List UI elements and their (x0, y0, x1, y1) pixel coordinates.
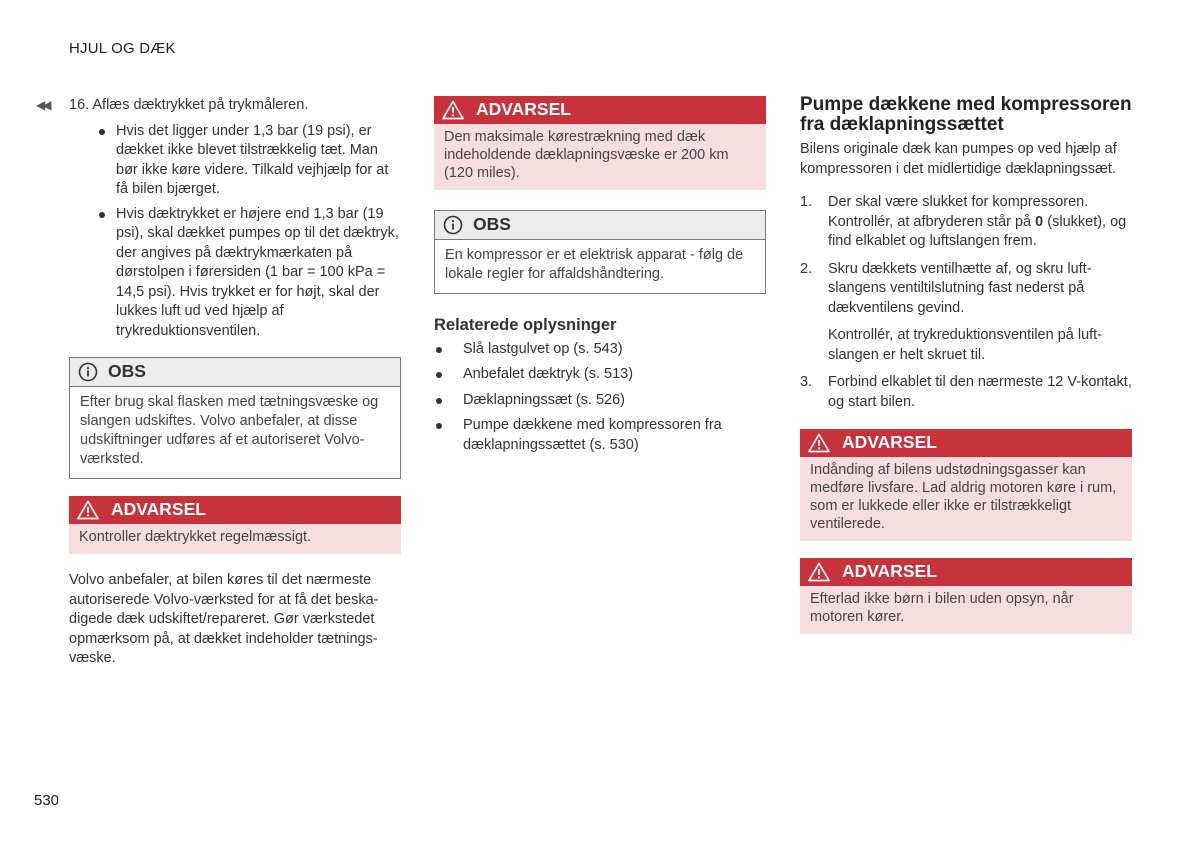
list-item: Hvis dæktrykket er højere end 1,3 bar (19 psi), skal dækket pumpes op til det dæktryk, der angives på dæktrykmærkaten på dørstolpen i førersiden (1 bar = 100 kPa = 14,5 psi). Hvis trykket er for højt, skal der lukkes luft ud ved hjælp af trykreduktionsventilen. (99, 205, 401, 342)
warning-header (800, 429, 1132, 457)
step-text: Skru dækkets ventilhætte af, og skru luftslangens ventiltilslutning fast nederst på dækventilens gevind. (828, 260, 1092, 316)
related-link[interactable]: Anbefalet dæktryk (s. 513) (434, 365, 766, 385)
list-item (800, 193, 1132, 252)
warning-title: ADVARSEL (476, 99, 571, 120)
obs-title: OBS (108, 361, 146, 382)
column-3 (800, 95, 1132, 634)
warning-box (434, 96, 766, 190)
obs-text: Efter brug skal flasken med tætningsvæske og slangen udskiftes. Volvo anbefaler, at disse udskiftninger udføres af et autoriseret Volvo-værksted. (80, 394, 379, 467)
section-header: HJUL OG DÆK (69, 40, 176, 57)
step-bold-value: 0 (1035, 213, 1044, 230)
info-circle-icon (78, 362, 98, 382)
obs-box (434, 210, 766, 294)
warning-box (800, 558, 1132, 634)
step-number: 1. (800, 194, 813, 210)
related-link[interactable]: Slå lastgulvet op (s. 543) (434, 340, 766, 360)
paragraph: Volvo anbefaler, at bilen køres til det nærmeste autoriserede Volvo-værksted for at få det beskadigede dæk udskiftet/repareret. Gør værkstedet opmærksom på, at dækket indeholder tætningsvæske. (69, 572, 379, 666)
warning-text: Indånding af bilens udstødningsgasser kan medføre livsfare. Lad aldrig motoren køre i rum, som er lukkede eller ikke er tilstrækkeligt ventilerede. (800, 457, 1132, 541)
page-number: 530 (34, 792, 60, 809)
obs-header (435, 211, 765, 240)
related-link[interactable]: Dæklapningssæt (s. 526) (434, 391, 766, 411)
obs-box (69, 357, 401, 479)
list-item (800, 373, 1132, 412)
step-text: Der skal være slukket for kompressoren. Kontrollér, at afbryderen står på (828, 194, 1089, 230)
related-title: Relaterede oplysninger (434, 316, 617, 334)
list-item (800, 260, 1132, 366)
related-links (434, 340, 766, 456)
warning-box (69, 496, 401, 554)
info-circle-icon (443, 215, 463, 235)
obs-header (70, 358, 400, 387)
step-number: 2. (800, 260, 813, 277)
section-title: Pumpe dækkene med kompressoren fra dæklapningssættet (800, 94, 1132, 135)
warning-triangle-icon (808, 433, 830, 453)
warning-header (434, 96, 766, 124)
column-1 (69, 96, 401, 669)
list-item: Hvis det ligger under 1,3 bar (19 psi), er dækket ikke blevet tilstrækkelig tæt. Man bør ikke køre videre. Tilkald vejhjælp for at få bilen bjærget. (99, 122, 401, 200)
step-subtext: Kontrollér, at trykreduktionsventilen på luftslangen er helt skruet til. (828, 327, 1103, 363)
step-text: Forbind elkablet til den nærmeste 12 V-kontakt, og start bilen. (828, 374, 1132, 410)
intro: Bilens originale dæk kan pumpes op ved hjælp af kompressoren i det midlertidige dæklapningssæt. (800, 141, 1117, 177)
column-2 (434, 96, 766, 461)
warning-header (69, 496, 401, 524)
step-text: (slukket), og find elkablet og luftslangen frem. (828, 213, 1127, 249)
warning-text: Den maksimale kørestrækning med dæk indeholdende dæklapningsvæske er 200 km (120 miles). (434, 124, 766, 190)
warning-title: ADVARSEL (111, 499, 206, 520)
continued-icon: ◀◀ (36, 98, 49, 112)
warning-title: ADVARSEL (842, 561, 937, 582)
step-number: 3. (800, 374, 813, 390)
warning-text: Kontroller dæktrykket regelmæssigt. (69, 524, 401, 554)
steps-list (800, 193, 1132, 412)
obs-title: OBS (473, 214, 511, 235)
warning-triangle-icon (77, 500, 99, 520)
step-16: 16. Aflæs dæktrykket på trykmåleren. (69, 97, 309, 113)
warning-header (800, 558, 1132, 586)
warning-box (800, 429, 1132, 541)
related-link[interactable]: Pumpe dækkene med kompressoren fra dæklapningssættet (s. 530) (434, 416, 766, 455)
obs-text: En kompressor er et elektrisk apparat - følg de lokale regler for affaldshåndtering. (445, 247, 744, 282)
warning-triangle-icon (808, 562, 830, 582)
warning-text: Efterlad ikke børn i bilen uden opsyn, når motoren kører. (800, 586, 1132, 634)
warning-triangle-icon (442, 100, 464, 120)
warning-title: ADVARSEL (842, 432, 937, 453)
step-16-bullets (69, 122, 401, 342)
